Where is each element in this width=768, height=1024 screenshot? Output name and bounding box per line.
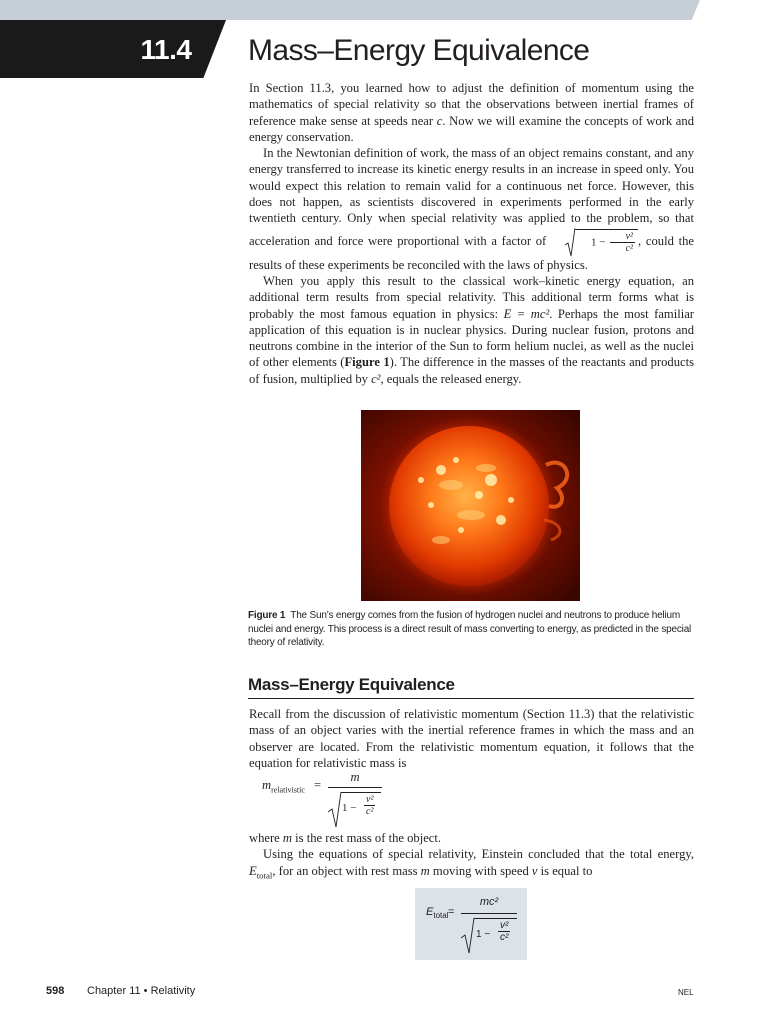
sqrt-factor: 1 − $\frac{\text{v²}}{\text{c²}}$ [551,227,638,257]
total-energy-equation: $E_{total}$ = mc² 1 − $\frac{\text{v²}}{\text{c²}}$ [415,888,527,960]
relativistic-mass-equation: $m_{relativistic}$ = m 1 − $\frac{\text{v²}}{\text{c²}}$ [262,770,462,830]
publisher-label: NEL [678,988,694,997]
section-paragraph-2: where m is the rest mass of the object. Using the equations of special relativity, Einstein concluded that the total energy, $E_{total}$, for an object with rest mass m moving with speed v is equal to [249,831,694,881]
intro-paragraph-1: In Section 11.3, you learned how to adjust the definition of momentum using the mathematics of special relativity so that the observations between inertial frames of reference make sense at speeds near c. Now we will examine the concepts of work and energy conservation. [249,81,694,144]
page-title: Mass–Energy Equivalence [248,34,590,67]
intro-paragraph-3: When you apply this result to the classical work–kinetic energy equation, an additional term results from special relativity. This additional term forms what is probably the most famous equation in physics: E = mc². Perhaps the most familiar application of this equation is in nuclear physics. During nuclear fusion, protons and neutrons combine in the interior of the Sun to form helium nuclei, as well as the nuclei of other elements (Figure 1). The difference in the masses of the reactants and products of fusion, multiplied by c², equals the released energy. [249,273,695,386]
page-number: 598 [46,985,65,997]
figure-caption [248,609,698,650]
intro-paragraph-2: In the Newtonian definition of work, the mass of an object remains constant, and any energy transferred to increase its kinetic energy results in an increase in speed only. You would expect this relation to remain valid for a continuous net force. However, this does not happen, as scientists discovered in experiments performed in the early twentieth century. Only when special relativity was applied to the problem, so that acceleration and force were proportional with a factor of 1 − $\frac{\text{v²}}{\text{c²}}$ , could the results of these experiments be reconciled with the laws of physics. [249,146,694,272]
top-bar-stripe [0,0,700,20]
section-number: 11.4 [140,34,192,65]
figure-caption-text: The Sun’s energy comes from the fusion of hydrogen nuclei and neutrons to produce helium nuclei and energy. This process is a direct result of mass converting to energy, as predicted in the special theory of relativity. [248,610,692,648]
chapter-label: Chapter 11 • Relativity [87,985,196,997]
section-paragraph-1: Recall from the discussion of relativistic momentum (Section 11.3) that the relativistic mass of an object varies with the inertial reference frames in which the mass and an observer are located. From the relativistic momentum equation, it follows that the equation for relativistic mass is [249,707,694,770]
intro-text [249,80,694,387]
sun-photo [361,410,580,601]
figure-label: Figure 1 [248,610,286,621]
section-heading: Mass–Energy Equivalence [248,673,694,699]
sun-image [361,410,580,601]
top-bar [0,0,768,20]
